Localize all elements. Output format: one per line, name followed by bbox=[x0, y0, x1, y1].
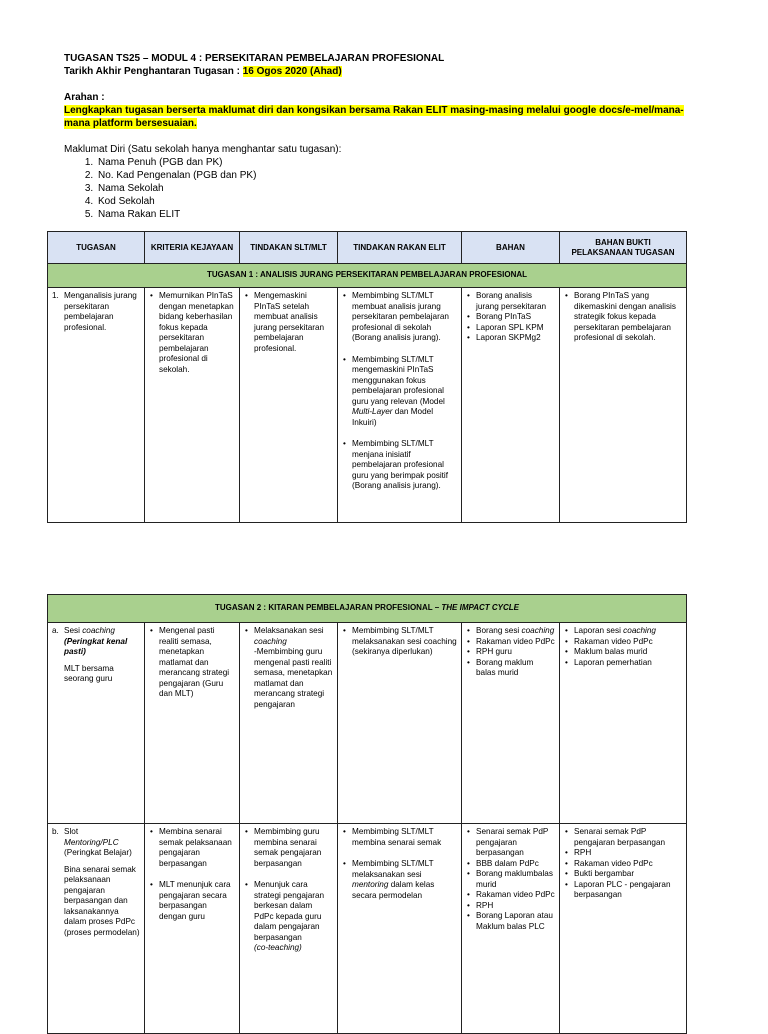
list-item: • Rakaman video PdPc bbox=[466, 890, 555, 901]
document-header bbox=[64, 52, 704, 221]
document-title: TUGASAN TS25 – MODUL 4 : PERSEKITARAN PEMBELAJARAN PROFESIONAL bbox=[64, 53, 445, 64]
list-item: • Mengenal pasti realiti semasa, menetapkan matlamat dan merancang strategi pengajaran (Guru dan MLT) bbox=[149, 626, 235, 700]
tugasan-number: 1. bbox=[52, 291, 59, 300]
list-item: • Mengemaskini PInTaS setelah membuat analisis jurang persekitaran pembelajaran profesional. bbox=[244, 291, 333, 354]
maklumat-item: 1. Nama Penuh (PGB dan PK) bbox=[96, 156, 704, 169]
list-item: • MLT menunjuk cara pengajaran secara berpasangan dengan guru bbox=[149, 880, 235, 922]
deadline-label: Tarikh Akhir Penghantaran Tugasan : bbox=[64, 66, 240, 77]
list-item: • Laporan pemerhatian bbox=[564, 658, 682, 669]
slt-cell bbox=[240, 623, 338, 824]
tugasan-text: Menganalisis jurang persekitaran pembelajaran profesional. bbox=[64, 291, 137, 332]
elit-cell bbox=[338, 824, 462, 1034]
list-item: • RPH bbox=[466, 901, 555, 912]
list-item: • Memurnikan PInTaS dengan menetapkan bidang keberhasilan fokus kepada persekitaran pembelajaran profesional di sekolah. bbox=[149, 291, 235, 375]
col-header: TINDAKAN RAKAN ELIT bbox=[338, 232, 462, 264]
col-header: KRITERIA KEJAYAAN bbox=[145, 232, 240, 264]
table-row bbox=[48, 623, 687, 824]
list-item: • Melaksanakan sesi coaching -Membimbing guru mengenal pasti realiti semasa, menetapkan matlamat dan merancang strategi pengajaran bbox=[244, 626, 333, 710]
arahan-text-wrap bbox=[64, 104, 704, 130]
list-item: • Borang PInTaS yang dikemaskini dengan analisis strategik fokus kepada persekitaran pembelajaran profesional di sekolah. bbox=[564, 291, 682, 344]
section-title-2: TUGASAN 2 : KITARAN PEMBELAJARAN PROFESIONAL – THE IMPACT CYCLE bbox=[48, 595, 687, 623]
kriteria-cell bbox=[145, 623, 240, 824]
list-item: • Membimbing SLT/MLT mengemaskini PInTaS menggunakan fokus pembelajaran profesional guru yang relevan (Model Multi-Layer dan Model Inkuiri) bbox=[342, 355, 457, 429]
bahan-cell bbox=[462, 288, 560, 523]
list-item: • Membimbing SLT/MLT membuat analisis jurang persekitaran pembelajaran profesional di sekolah (Borang analisis jurang). bbox=[342, 291, 457, 344]
list-item: • Rakaman video PdPc bbox=[564, 859, 682, 870]
kriteria-cell bbox=[145, 288, 240, 523]
maklumat-item: 4. Kod Sekolah bbox=[96, 195, 704, 208]
list-item: • Laporan sesi coaching bbox=[564, 626, 682, 637]
maklumat-item: 5. Nama Rakan ELIT bbox=[96, 208, 704, 221]
col-header: TINDAKAN SLT/MLT bbox=[240, 232, 338, 264]
list-item: • Senarai semak PdP pengajaran berpasangan bbox=[466, 827, 555, 859]
arahan-text: Lengkapkan tugasan berserta maklumat diri dan kongsikan bersama Rakan ELIT masing-masing melalui google docs/e-mel/mana-mana platform bersesuaian. bbox=[64, 105, 684, 129]
tugasan-cell: a. Sesi coaching (Peringkat kenal pasti) MLT bersama seorang guru bbox=[48, 623, 145, 824]
tugasan-note: Bina senarai semak pelaksanaan pengajaran berpasangan dan laksanakannya dalam proses PdPc (proses permodelan) bbox=[64, 864, 140, 937]
list-item: • Borang maklumbalas murid bbox=[466, 869, 555, 890]
list-item: • Borang analisis jurang persekitaran bbox=[466, 291, 555, 312]
section-title-1: TUGASAN 1 : ANALISIS JURANG PERSEKITARAN PEMBELAJARAN PROFESIONAL bbox=[48, 264, 687, 288]
slt-cell bbox=[240, 288, 338, 523]
arahan-label: Arahan : bbox=[64, 92, 105, 103]
list-item: • Laporan SKPMg2 bbox=[466, 333, 555, 344]
list-item: • Membina senarai semak pelaksanaan pengajaran berpasangan bbox=[149, 827, 235, 869]
list-item: • Maklum balas murid bbox=[564, 647, 682, 658]
col-header: TUGASAN bbox=[48, 232, 145, 264]
tugasan-note: MLT bersama seorang guru bbox=[64, 663, 114, 683]
list-item: • RPH guru bbox=[466, 647, 555, 658]
col-header: BAHAN bbox=[462, 232, 560, 264]
bahan-cell bbox=[462, 623, 560, 824]
deadline-value: 16 Ogos 2020 (Ahad) bbox=[242, 66, 342, 77]
list-item: • Borang PInTaS bbox=[466, 312, 555, 323]
task-table-2 bbox=[47, 594, 687, 1034]
bukti-cell bbox=[560, 623, 687, 824]
list-item: • Rakaman video PdPc bbox=[466, 637, 555, 648]
list-item: • Membimbing SLT/MLT membina senarai semak bbox=[342, 827, 457, 848]
deadline-line bbox=[64, 65, 704, 78]
table-row bbox=[48, 288, 687, 523]
bahan-cell bbox=[462, 824, 560, 1034]
maklumat-label: Maklumat Diri (Satu sekolah hanya menghantar satu tugasan): bbox=[64, 144, 342, 155]
tugasan-cell bbox=[48, 288, 145, 523]
list-item: • Bukti bergambar bbox=[564, 869, 682, 880]
list-item: • Menunjuk cara strategi pengajaran berkesan dalam PdPc kepada guru dalam pengajaran berpasangan (co-teaching) bbox=[244, 880, 333, 954]
kriteria-cell bbox=[145, 824, 240, 1034]
list-item: • Borang maklum balas murid bbox=[466, 658, 555, 679]
list-item: • BBB dalam PdPc bbox=[466, 859, 555, 870]
bukti-cell bbox=[560, 824, 687, 1034]
col-header: BAHAN BUKTI PELAKSANAAN TUGASAN bbox=[560, 232, 687, 264]
maklumat-item: 3. Nama Sekolah bbox=[96, 182, 704, 195]
list-item: • Membimbing guru membina senarai semak pengajaran berpasangan bbox=[244, 827, 333, 869]
bukti-cell bbox=[560, 288, 687, 523]
list-item: • Rakaman video PdPc bbox=[564, 637, 682, 648]
list-item: • Borang Laporan atau Maklum balas PLC bbox=[466, 911, 555, 932]
slt-cell bbox=[240, 824, 338, 1034]
list-item: • RPH bbox=[564, 848, 682, 859]
maklumat-list bbox=[64, 156, 704, 221]
tugasan-cell: b. Slot Mentoring/PLC (Peringkat Belajar) Bina senarai semak pelaksanaan pengajaran berpasangan dan laksanakannya dalam proses PdPc (proses permodelan) bbox=[48, 824, 145, 1034]
table-header-row bbox=[48, 232, 687, 264]
list-item: • Senarai semak PdP pengajaran berpasangan bbox=[564, 827, 682, 848]
elit-cell bbox=[338, 288, 462, 523]
list-item: • Laporan SPL KPM bbox=[466, 323, 555, 334]
list-item: • Laporan PLC - pengajaran berpasangan bbox=[564, 880, 682, 901]
section-row-1 bbox=[48, 264, 687, 288]
list-item: • Membimbing SLT/MLT melaksanakan sesi coaching (sekiranya diperlukan) bbox=[342, 626, 457, 658]
section-row-2 bbox=[48, 595, 687, 623]
list-item: • Borang sesi coaching bbox=[466, 626, 555, 637]
table-row bbox=[48, 824, 687, 1034]
elit-cell bbox=[338, 623, 462, 824]
list-item: • Membimbing SLT/MLT menjana inisiatif pembelajaran profesional guru yang berimpak positif (Borang analisis jurang). bbox=[342, 439, 457, 492]
list-item: • Membimbing SLT/MLT melaksanakan sesi mentoring dalam kelas secara permodelan bbox=[342, 859, 457, 901]
task-table-1 bbox=[47, 231, 687, 523]
maklumat-item: 2. No. Kad Pengenalan (PGB dan PK) bbox=[96, 169, 704, 182]
